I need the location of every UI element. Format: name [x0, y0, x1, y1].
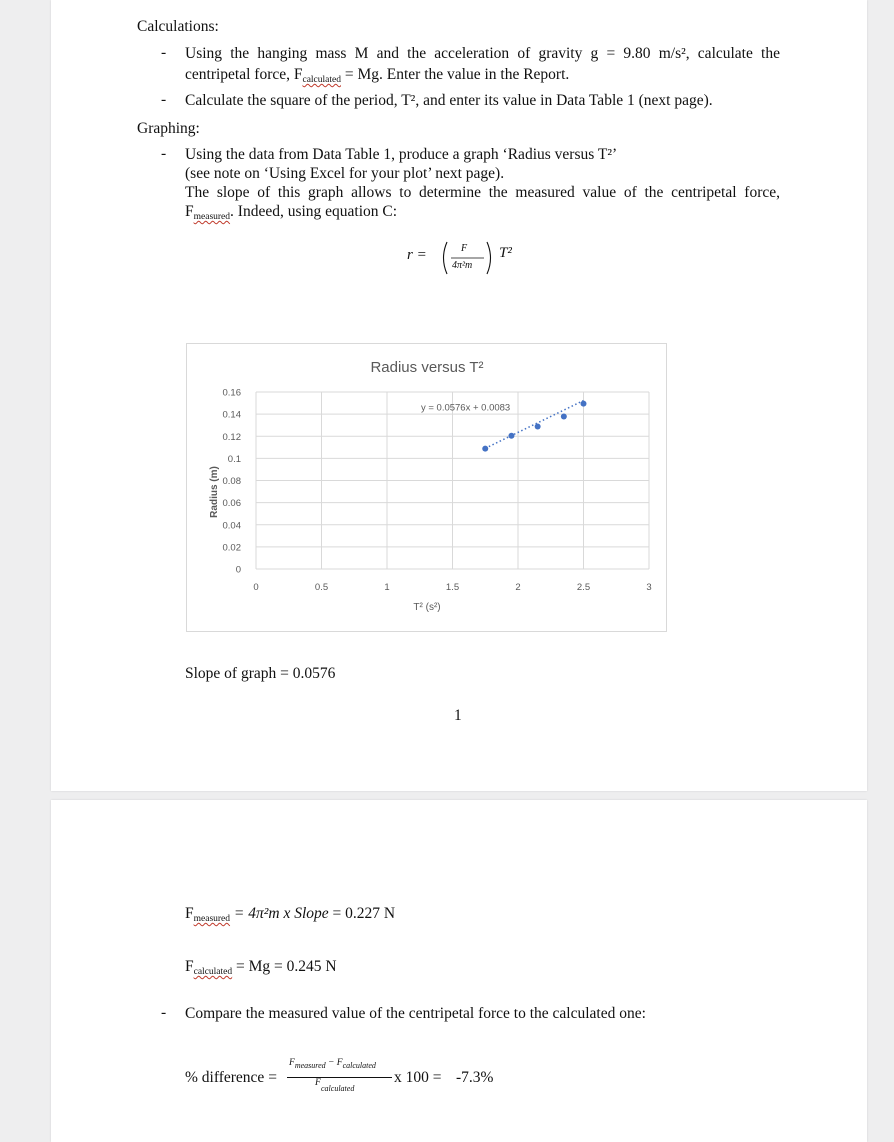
bullet-dash: -: [161, 145, 167, 162]
x-tick-label: 1.5: [445, 582, 460, 593]
chart-title: Radius versus T²: [370, 359, 484, 376]
y-tick-label: 0.04: [222, 520, 241, 532]
x-tick-label: 1: [384, 582, 390, 593]
bullet-dash: -: [161, 44, 167, 61]
x-tick-label: 3: [646, 582, 652, 593]
bullet3-line1: Using the data from Data Table 1, produce a graph ‘Radius versus T²’: [185, 146, 618, 163]
data-point: [561, 414, 567, 420]
bullet-dash: -: [161, 91, 167, 108]
x-tick-label: 0: [253, 582, 259, 593]
y-tick-label: 0.08: [222, 476, 241, 487]
chart-svg: [187, 344, 666, 631]
y-tick-label: 0.12: [222, 431, 241, 443]
percent-difference-fraction: $F_{measured} - F_{calculated}$ F $^{calculated}$: [287, 1058, 393, 1100]
page-number: 1: [454, 707, 462, 724]
bullet3-line3: The slope of this graph allows to determine the measured value of the centripetal force,: [185, 184, 780, 201]
bullet3-line4: $F_{measured}$. Indeed, using equation C:: [185, 203, 398, 222]
percent-difference-label: % difference =: [185, 1069, 277, 1086]
bullet1-line1: Using the hanging mass M and the acceleration of gravity g = 9.80 m/s², calculate the: [185, 45, 780, 62]
y-tick-label: 0.02: [222, 542, 241, 554]
data-point: [535, 424, 541, 430]
x-axis-label: T² (s²): [413, 602, 441, 613]
tick-labels: [223, 388, 652, 594]
document-page-1: Calculations: - Using the hanging mass M and the acceleration of gravity g = 9.80 m/s², calculate the centripetal force, $F_{calculated} = Mg$. Enter the value in the Report. - Calculate the square of the period, T², and enter its value in Data Table 1 (next page). Graphing: - Using the data from Data Table 1, produce a graph ‘Radius versus T²’ (see note on ‘Using Excel for your plot’ next page). The slope of this graph allows to determine the measured value of the centripetal force, $F_{measured}$. Indeed, using equation C: r = F 4π²m T² Radius versus T² 0 0.02 0.04 0.06 0.08 0.1 0.12 0.14 0.16 0 0.5 1 1.5 2 2.5 3 T² (s²) Radius (m) y = 0.0576x + 0.0083 Slope of graph = 0.0576 1: [51, 0, 867, 791]
x-tick-label: 2: [515, 582, 521, 593]
percent-difference-value: -7.3%: [456, 1069, 494, 1086]
x-tick-label: 0.5: [314, 582, 329, 593]
radius-vs-t2-chart: [186, 343, 667, 632]
calculations-heading: Calculations:: [137, 18, 219, 35]
data-point: [508, 433, 514, 439]
graphing-heading: Graphing:: [137, 120, 200, 137]
slope-result: Slope of graph = 0.0576: [185, 665, 336, 682]
bullet1-line2: centripetal force, $F_{calculated} = Mg$. Enter the value in the Report.: [185, 66, 570, 85]
gridlines: [256, 392, 649, 569]
x-tick-label: 2.5: [576, 582, 591, 593]
data-point: [482, 446, 488, 452]
y-tick-label: 0.14: [222, 409, 241, 421]
y-tick-label: 0.16: [222, 387, 241, 399]
bullet2-text: Calculate the square of the period, T², and enter its value in Data Table 1 (next page).: [185, 92, 713, 109]
data-point: [581, 401, 587, 407]
y-tick-label: 0: [235, 564, 241, 576]
y-tick-label: 0.06: [222, 498, 241, 510]
f-calculated-equation: $F_{calculated} = Mg = 0.245$ N: [185, 958, 337, 977]
f-measured-equation: $F_{measured} = 4\pi^2m$ x Slope = 0.227 N: [185, 905, 396, 924]
bullet3-line2: (see note on ‘Using Excel for your plot’ next page).: [185, 165, 505, 182]
y-axis-label: Radius (m): [209, 466, 220, 518]
document-page-2: [51, 800, 867, 1142]
y-tick-label: 0.1: [227, 453, 241, 465]
percent-difference-tail: x 100 =: [394, 1069, 442, 1086]
compare-text: Compare the measured value of the centripetal force to the calculated one:: [185, 1005, 646, 1022]
trendline-equation: y = 0.0576x + 0.0083: [420, 402, 511, 414]
bullet-dash: -: [161, 1004, 167, 1021]
